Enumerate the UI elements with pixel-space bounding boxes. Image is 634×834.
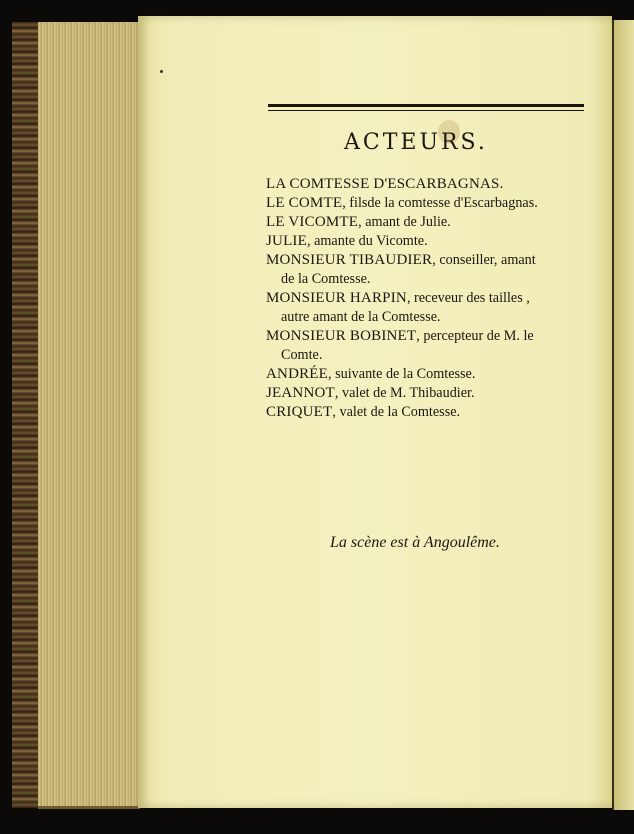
cast-entry: [266, 365, 596, 384]
cast-name: MONSIEUR TIBAUDIER: [266, 252, 433, 268]
cast-continuation: [266, 308, 596, 327]
cast-desc: , valet de la Comtesse.: [332, 404, 461, 420]
cast-name: LE COMTE: [266, 195, 343, 211]
cast-desc: , amant de Julie.: [358, 214, 451, 230]
cast-name: LA COMTESSE D'ESCARBAGNAS.: [266, 176, 504, 192]
facing-page-edge: [612, 20, 634, 810]
cast-entry: [266, 384, 596, 403]
page-title: ACTEURS.: [344, 130, 488, 155]
top-rule: [268, 104, 584, 107]
cast-desc-cont: autre amant de la Comtesse.: [281, 309, 441, 325]
cast-name: MONSIEUR HARPIN: [266, 290, 407, 306]
cast-entry: [266, 403, 596, 422]
ink-speck: [160, 70, 163, 73]
cast-name: ANDRÉE: [266, 366, 329, 382]
cast-desc: , valet de M. Thibaudier.: [334, 385, 475, 401]
cast-name: LE VICOMTE: [266, 214, 359, 230]
cast-entry: [266, 289, 596, 308]
cast-desc-cont: Comte.: [281, 347, 323, 363]
cast-name: JEANNOT: [266, 385, 335, 401]
cast-name: CRIQUET: [266, 404, 333, 420]
page-edges: [38, 22, 140, 809]
cast-desc: , amante du Vicomte.: [307, 233, 428, 249]
cast-entry: [266, 175, 596, 194]
cast-continuation: [266, 270, 596, 289]
cast-desc: , percepteur de M. le: [416, 328, 534, 344]
cast-continuation: [266, 346, 596, 365]
cast-entry: [266, 251, 596, 270]
scene-note: La scène est à Angoulême.: [330, 534, 500, 551]
cast-name: MONSIEUR BOBINET: [266, 328, 417, 344]
cast-desc: , receveur des tailles ,: [406, 290, 530, 306]
cast-desc: , conseiller, amant: [432, 252, 536, 268]
top-rule-thin: [268, 110, 584, 111]
cast-entry: [266, 327, 596, 346]
cast-entry: [266, 232, 596, 251]
cast-name: JULIE: [266, 233, 307, 249]
cast-entry: [266, 213, 596, 232]
cast-entry: [266, 194, 596, 213]
cast-desc-cont: de la Comtesse.: [281, 271, 371, 287]
cast-desc: , suivante de la Comtesse.: [328, 366, 476, 382]
cast-desc: , filsde la comtesse d'Escarbagnas.: [342, 195, 538, 211]
cast-list: [266, 175, 596, 422]
book-spine: [12, 22, 40, 808]
